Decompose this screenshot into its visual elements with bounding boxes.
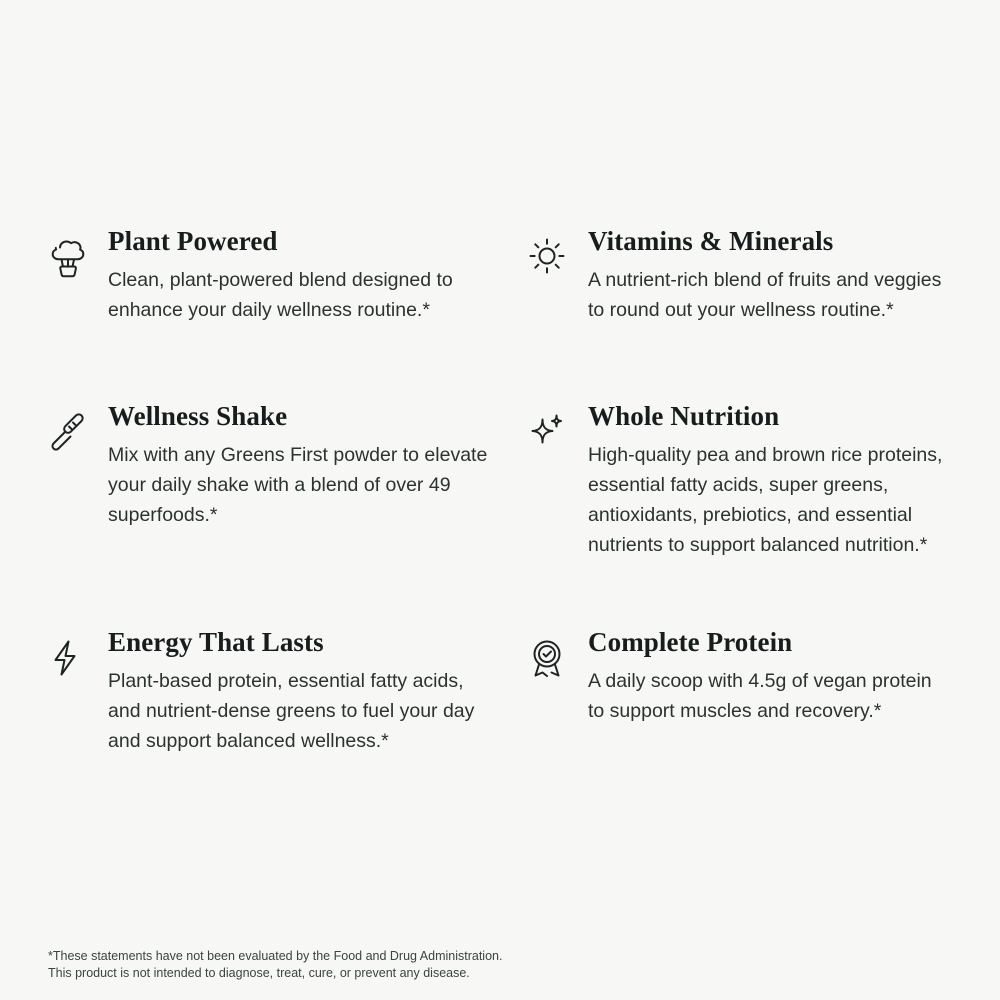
- feature-description: High-quality pea and brown rice proteins, essential fatty acids, super greens, antioxidants, prebiotics, and essential nutrients to support balanced nutrition.*: [588, 444, 943, 556]
- feature-title: Vitamins & Minerals: [588, 226, 834, 256]
- feature-description: Clean, plant-powered blend designed to enhance your daily wellness routine.*: [108, 269, 453, 321]
- feature-body: [108, 626, 508, 756]
- feature-body: [588, 400, 948, 560]
- feature-title: Plant Powered: [108, 226, 278, 256]
- feature-body: [108, 400, 508, 530]
- feature-energy-that-lasts: [48, 626, 528, 806]
- feature-complete-protein: [528, 626, 968, 806]
- feature-title: Complete Protein: [588, 627, 793, 657]
- sun-icon: [528, 225, 588, 275]
- feature-plant-powered: [48, 225, 528, 400]
- whisk-icon: [48, 400, 108, 452]
- broccoli-icon: [48, 225, 108, 279]
- disclaimer-line-2: This product is not intended to diagnose, treat, cure, or prevent any disease.: [48, 966, 470, 980]
- feature-description: Mix with any Greens First powder to elevate your daily shake with a blend of over 49 superfoods.*: [108, 444, 488, 526]
- feature-whole-nutrition: [528, 400, 968, 626]
- feature-wellness-shake: [48, 400, 528, 626]
- feature-vitamins-minerals: [528, 225, 968, 400]
- award-badge-icon: [528, 626, 588, 680]
- feature-body: [108, 225, 508, 325]
- features-grid: [48, 225, 968, 806]
- feature-title: Wellness Shake: [108, 401, 288, 431]
- lightning-bolt-icon: [48, 626, 108, 678]
- disclaimer-line-1: *These statements have not been evaluated by the Food and Drug Administration.: [48, 949, 503, 963]
- feature-title: Whole Nutrition: [588, 401, 780, 431]
- feature-description: A nutrient-rich blend of fruits and veggies to round out your wellness routine.*: [588, 269, 942, 321]
- feature-description: A daily scoop with 4.5g of vegan protein to support muscles and recovery.*: [588, 670, 932, 722]
- feature-title: Energy That Lasts: [108, 627, 324, 657]
- feature-body: [588, 626, 948, 726]
- feature-description: Plant-based protein, essential fatty acids, and nutrient-dense greens to fuel your day and support balanced wellness.*: [108, 670, 475, 752]
- feature-body: [588, 225, 948, 325]
- sparkle-icon: [528, 400, 588, 452]
- disclaimer: [48, 948, 648, 982]
